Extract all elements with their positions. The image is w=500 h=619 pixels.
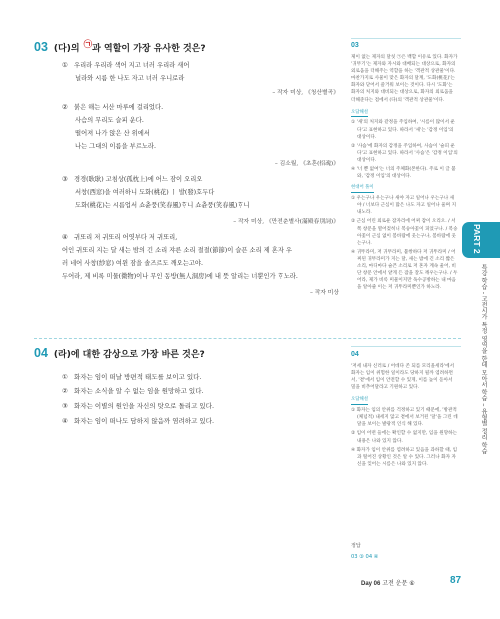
part-tab-label: PART 2 [472,224,482,254]
side-rule-top [351,38,461,39]
option-1-source: – 작자 미상, 《청산별곡》 [272,90,339,96]
question-prompt: (다)의 ㉠과 역할이 가장 유사한 것은? [53,40,206,54]
q4-option-3[interactable]: ③ 화자는 이별의 원인을 자신의 탓으로 돌리고 있다. [62,402,215,410]
question-number: 04 [34,346,48,360]
q4-option-4[interactable]: ④ 화자는 임이 떠나도 담하지 않음까 염려하고 있다. [62,417,215,425]
option-3-source: – 작자 미상, 《만전춘별사(滿殿春別詞)》 [233,219,339,225]
explanation-number: 03 [351,42,359,49]
question-03-header [34,40,339,54]
wrong-answer-label: 오답해설 [351,110,368,118]
wrong-answer-item: ② 임이 어떤 들에는 확인할 수 없지만, 임을 원망하는 내용은 나와 있지 않다. [351,431,458,444]
option-1-line-2: 널라와 시름 한 나도 자고 너러 우니로라 [75,75,185,82]
option-2-line-4: 나는 그대의 이름을 부르노라. [75,143,156,150]
question-03 [34,40,339,54]
section-divider [34,338,461,339]
option-4-line-1[interactable]: ④ 귀또리 저 귀또리 어엿부다 저 귀또리, [62,234,178,241]
explanation-paragraph: 제이 없는 제자의 달칫 ㉠은 백합 이유로 있다. 화자가 '귀뚜기'는 제자와 자시와 대배되는 대상으로, 화자의 외로움을 더해주는 역할을 하는 '객관적 상관물'이다. 마찬가지로 사물이 맞은 화자의 달계, '도화(桃花)'는 화자와 닫어서 즐거워 보이는 것이다. 다시 '도화'는 화자의 처지와 대비되는 대상으로, 화자의 외로움을 더해준다는 점에서 (다)의 '객관적 상관물'이다. [351,54,458,103]
wrong-answer-item: ① 화자는 임의 안위를 걱정하고 있기 때문에, '방관적(체념적) 내세지 않고 곁에서 보거된 '달'을 그린 데 달을 보이는 발광적 인식 해 있다. [351,408,458,428]
footer-day: Day 06 [361,581,381,587]
q4-option-2[interactable]: ② 화자는 소식을 알 수 없는 임을 원망하고 있다. [62,387,204,395]
question-prompt: (라)에 대한 감상으로 가장 바른 것은? [53,350,205,360]
explanation-number: 04 [351,351,359,358]
wrong-answer-item: ④ '너 뿐 없여'는 너의 주체화(본한다). 주로 이 글 불와, '감정 이입'의 대상이다. [351,167,456,180]
option-2-line-1[interactable]: ② 붉은 해는 서산 마루에 걸리었다. [62,104,164,111]
wrong-answer-item: ① '새'의 처지와 같정을 주입하여, '시름이 많이서 운다'고 표현하고 있다. 따라서 '새'는 '감정 이입'의 대상이다. [351,120,455,140]
footer-subject: 고전 운문 ⑥ [382,580,415,587]
question-number: 03 [34,40,48,54]
option-4-source: – 작자 미상 [310,290,339,296]
explanation-03 [351,41,458,294]
translation-item: ① 우는구나 우는구나 새야 자고 일어나 우는구나 새야 / 너보다 근심이 많은 나도 자고 일어나 울며 지내노라. [351,196,457,216]
footer [361,578,415,587]
part-tab[interactable] [462,222,500,258]
option-2-line-2: 사슴의 무리도 슬피 운다. [75,117,144,124]
question-04 [34,346,339,360]
page-number: 87 [450,575,462,586]
answers-label: 정답 [351,543,361,549]
option-4-line-2: 어인 귀또리 지는 달 새는 밤의 긴 소리 쟈른 소리 절절(節節)이 슬픈 소리 제 혼자 우 [62,247,293,254]
wrong-answer-item: ② '사슴'에 화자의 감정을 주입하여, 사슴이 '슬피 운다'고 표현하고 있다. 따라서 '사슴'은 '감정 이입'의 대상이다. [351,143,458,163]
explanation-04 [351,350,458,470]
answers: 03 ③ 04 ④ [351,554,379,560]
option-4-line-3: 러 네어 사창(紗窓) 여윈 잠을 솔즈르도 깨오는고야. [62,260,204,267]
wrong-answer-item: ④ 화자가 임이 안위를 염려하고 있음을 과하할 때, 임과 떨어진 상황인 것은 알 수 있다. 그러나 화자 자신을 잊어는 시름은 나와 있지 않다. [351,447,458,467]
wrong-answer-label: 오답해설 [351,397,368,405]
option-2-line-3: 떨어져 나가 앉은 산 위에서 [75,130,150,137]
option-1-line-1[interactable]: ① 우리라 우리라 색어 지고 너러 우리라 새어 [62,62,190,69]
side-rule-04 [351,346,461,347]
option-3-line-3: 도화(桃花)는 시름업서 쇼츈풍(笑春風)ᄒᆞ니 쇼츈풍(笑春風)ᄒᆞ니 [75,202,250,209]
option-3-line-1[interactable]: ③ 경경(耿耿) 고침상(孤枕上)에 어느 잠이 오리오 [62,176,203,183]
explanation-paragraph: '저세 내자 신러로 / 어데다 존 되를 모리올세라'에서 화자는 임이 위험한 일이라도 당하지 될까 염려하면서, '곁'에서 임이 안전할 수 있게, 이를 높이 돋아서 밀을 비추어달라고 기원하고 있다. [351,363,455,391]
question-04-header [34,346,339,360]
translation-item: ② 근심 어린 외로운 잠자리에 어찌 잠이 오리오. / 서쪽 창문을 열어젖히니 복숭아꽃이 피었구나. / 복숭아꽃이 근심 없이 봄바람에 웃는구나, 봄바람에 웃는구나. [351,219,458,246]
q4-option-1[interactable]: ① 화자는 임이 떠날 방편적 태도를 보이고 있다. [62,373,202,381]
modern-translation-label: 현대어 풀이 [351,185,374,193]
marker-symbol: ㉠ [83,40,93,50]
translation-item: ④ 귀뚜라미, 저 귀뚜라미, 불쌍하다 저 귀뚜라미 / 어찌된 귀뚜라미가 지는 달, 새는 밤에 긴 소리 짧은 소리, 마디마다 슬픈 소리로 저 혼자 계속 울어, 비단 창문 안에서 얕게 든 잠을 잘도 깨우는구나. / 두어라, 제가 비록 미물이지만 독수공방하는 내 마음을 알아줄 이는 저 귀뚜라미뿐인가 하노라. [351,249,458,291]
option-4-line-4: 두어라, 제 비록 미물(微物)이나 무인 동방(無人洞房)에 내 뜻 알리는 너뿐인가 ᄒᆞ노라. [62,273,298,280]
option-3-line-2: 서창(西窓)을 여러하니 도화(桃花) ㅣ 발(發)호두다 [75,189,215,196]
part-description: 특강 학습 - 고전시가 특정 영역을 한데 모아서 학습 – 유형별 정리 학습 [480,264,487,455]
option-2-source: – 김소월, 《초혼(招魂)》 [274,161,339,167]
